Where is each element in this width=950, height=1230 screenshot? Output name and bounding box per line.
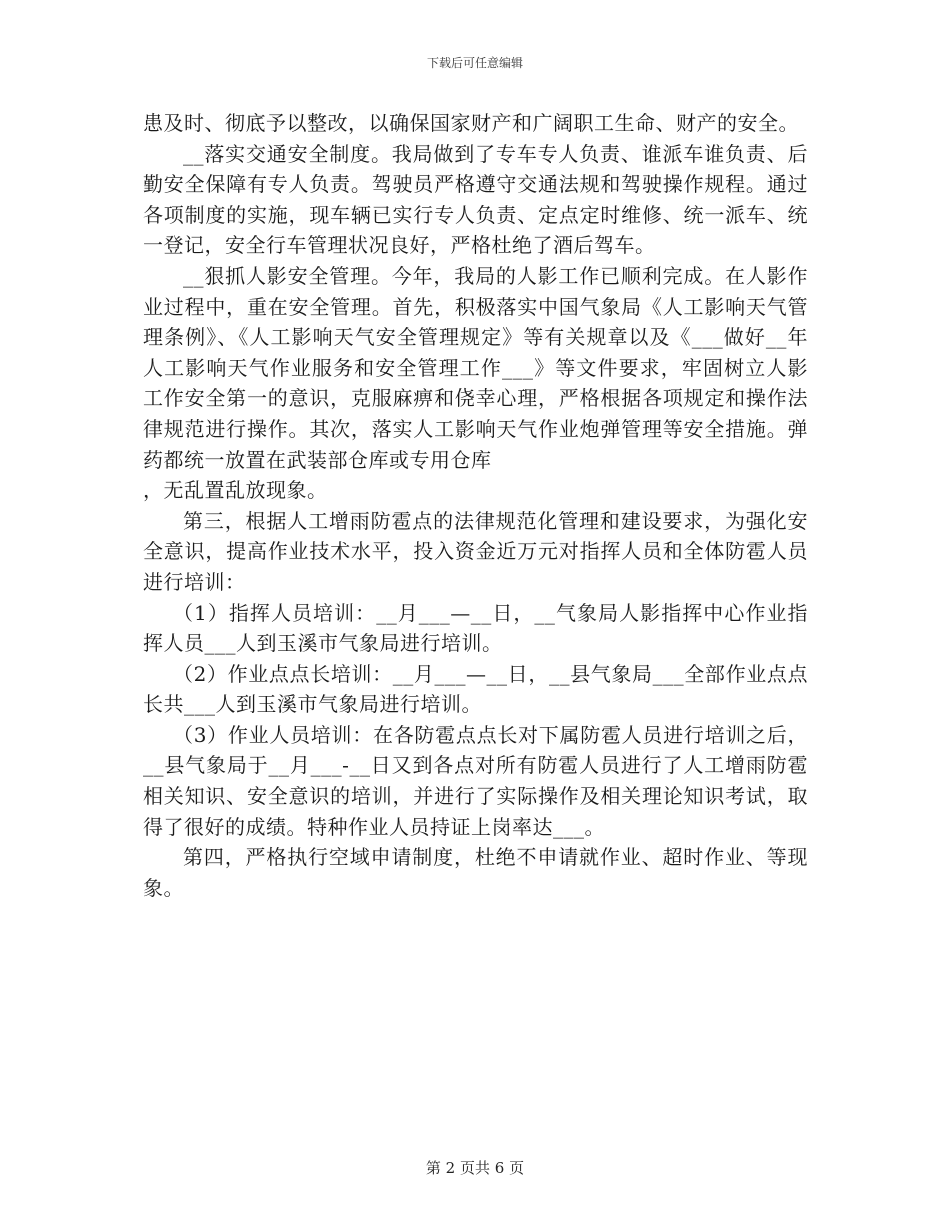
page-footer: 第 2 页共 6 页 [425,1159,525,1177]
paragraph-5: （1）指挥人员培训：__月___—__日，__气象局人影指挥中心作业指挥人员___人到玉溪市气象局进行培训。 [143,600,808,656]
paragraph-6: （2）作业点点长培训：__月___—__日，__县气象局___全部作业点点长共___人到玉溪市气象局进行培训。 [143,661,808,717]
paragraph-3: __狠抓人影安全管理。今年，我局的人影工作已顺利完成。在人影作业过程中，重在安全管理。首先，积极落实中国气象局《人工影响天气管理条例》、《人工影响天气安全管理规定》等有关规章以及《___做好__年人工影响天气作业服务和安全管理工作___》等文件要求，牢固树立人影工作安全第一的意识，克服麻痹和侥幸心理，严格根据各项规定和操作法律规范进行操作。其次，落实人工影响天气作业炮弹管理等安全措施。弹药都统一放置在武装部仓库或专用仓库 ，无乱置乱放现象。 [143,263,808,503]
paragraph-4: 第三，根据人工增雨防雹点的法律规范化管理和建设要求，为强化安全意识，提高作业技术水平，投入资金近万元对指挥人员和全体防雹人员进行培训： [143,508,808,594]
paragraph-2: __落实交通安全制度。我局做到了专车专人负责、谁派车谁负责、后勤安全保障有专人负责。驾驶员严格遵守交通法规和驾驶操作规程。通过各项制度的实施，现车辆已实行专人负责、定点定时维修、统一派车、统一登记，安全行车管理状况良好，严格杜绝了酒后驾车。 [143,141,808,258]
page-header: 下载后可任意编辑 [426,56,523,70]
paragraph-1: 患及时、彻底予以整改，以确保国家财产和广阔职工生命、财产的安全。 [143,111,799,135]
paragraph-7: （3）作业人员培训：在各防雹点点长对下属防雹人员进行培训之后，__县气象局于__月___-__日又到各点对所有防雹人员进行了人工增雨防雹相关知识、安全意识的培训，并进行了实际操作及相关理论知识考试，取得了很好的成绩。特种作业人员持证上岗率达___。 [143,722,808,839]
paragraph-8: 第四，严格执行空域申请制度，杜绝不申请就作业、超时作业、等现象。 [143,845,808,900]
document-body [143,108,808,903]
